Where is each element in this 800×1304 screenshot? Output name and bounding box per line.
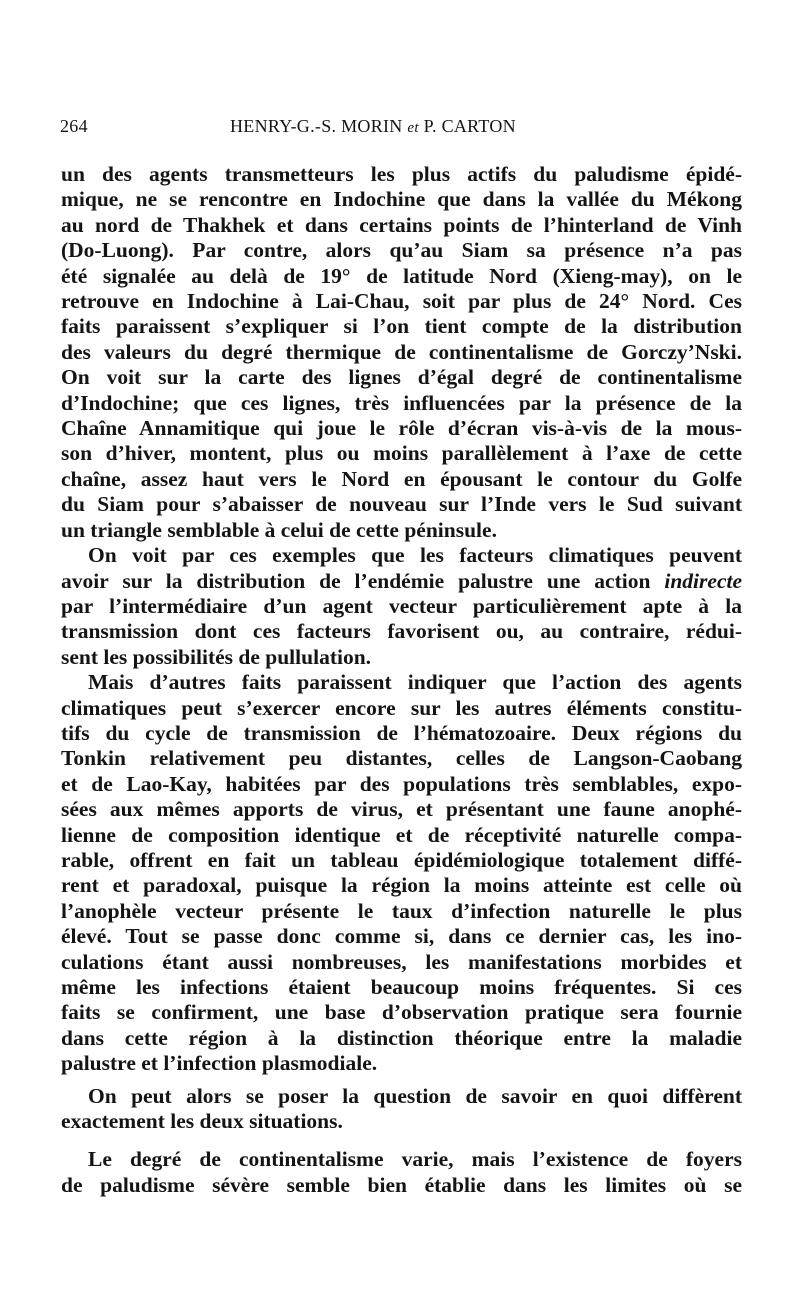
text-line: On peut alors se poser la question de savoir en quoi diffèrent [88,1083,742,1108]
italic-word: indirecte [664,568,742,593]
running-head [60,116,750,140]
text-line: Mais d’autres faits paraissent indiquer que l’action des agents [88,670,742,695]
paragraph-4 [61,1084,742,1135]
text-line: Tonkin relativement peu distantes, celles de Langson-Caobang [61,746,742,771]
text-line: sées aux mêmes apports de virus, et présentant une faune anophé- [61,797,742,822]
text-line: un des agents transmetteurs les plus actifs du paludisme épidé- [61,162,742,186]
text-line: élevé. Tout se passe donc comme si, dans ce dernier cas, les ino- [61,924,742,949]
text-line: On voit par ces exemples que les facteurs climatiques peuvent [88,543,742,568]
text-line: au nord de Thakhek et dans certains points de l’hinterland de Vinh [61,212,742,237]
text-line: transmission dont ces facteurs favorisent ou, au contraire, rédui- [61,619,742,644]
paragraph-1 [61,162,742,543]
body-text [61,162,742,1198]
header-authors-part2: P. CARTON [418,116,516,136]
text-line: été signalée au delà de 19° de latitude Nord (Xieng-may), on le [61,263,742,288]
text-line: dans cette région à la distinction théorique entre la maladie [61,1025,742,1050]
text-line: et de Lao-Kay, habitées par des populations très semblables, expo- [61,771,742,796]
text-line: l’anophèle vecteur présente le taux d’infection naturelle le plus [61,898,742,923]
page-number: 264 [60,116,88,136]
text-line: On voit sur la carte des lignes d’égal degré de continentalisme [61,365,742,390]
text-line: retrouve en Indochine à Lai-Chau, soit par plus de 24° Nord. Ces [61,289,742,314]
text-line: palustre et l’infection plasmodiale. [61,1051,378,1076]
text-line: même les infections étaient beaucoup moins fréquentes. Si ces [61,975,742,999]
text-line: par l’intermédiaire d’un agent vecteur particulièrement apte à la [61,593,742,618]
text-line: Chaîne Annamitique qui joue le rôle d’écran vis-à-vis de la mous- [61,416,742,441]
paragraph-5 [61,1147,742,1198]
text-line: de paludisme sévère semble bien établie dans les limites où se [61,1172,742,1197]
paragraph-3 [61,670,742,1077]
text-line: chaîne, assez haut vers le Nord en épousant le contour du Golfe [61,466,742,491]
text-line: faits paraissent s’expliquer si l’on tient compte de la distribution [61,314,742,339]
text-line: des valeurs du degré thermique de continentalisme de Gorczy’Nski. [61,339,742,364]
header-authors [230,116,516,137]
text-line-start: avoir sur la distribution de l’endémie palustre une action [61,568,665,593]
header-authors-part1: HENRY-G.-S. MORIN [230,116,408,136]
text-line: du Siam pour s’abaisser de nouveau sur l’Inde vers le Sud suivant [61,492,742,517]
text-line: mique, ne se rencontre en Indochine que dans la vallée du Mékong [61,187,742,212]
text-line: un triangle semblable à celui de cette péninsule. [61,517,497,542]
text-line: Le degré de continentalisme varie, mais l’existence de foyers [88,1147,742,1172]
text-line: rable, offrent en fait un tableau épidémiologique totalement diffé- [61,847,742,872]
text-line: tifs du cycle de transmission de l’hématozoaire. Deux régions du [61,720,742,745]
text-line: (Do-Luong). Par contre, alors qu’au Siam sa présence n’a pas [61,238,742,263]
paragraph-2 [61,543,742,670]
text-line: sent les possibilités de pullulation. [61,644,372,669]
text-line: son d’hiver, montent, plus ou moins parallèlement à l’axe de cette [61,441,742,466]
text-line: culations étant aussi nombreuses, les manifestations morbides et [61,949,742,974]
text-line: rent et paradoxal, puisque la région la moins atteinte est celle où [61,873,742,898]
text-line: d’Indochine; que ces lignes, très influencées par la présence de la [61,390,742,415]
text-line-with-italic [61,569,742,594]
text-line: exactement les deux situations. [61,1109,343,1134]
header-authors-et: et [407,120,419,136]
text-line: faits se confirment, une base d’observation pratique sera fournie [61,1000,742,1025]
text-line: climatiques peut s’exercer encore sur les autres éléments constitu- [61,695,742,720]
text-line: lienne de composition identique et de réceptivité naturelle compa- [61,822,742,847]
